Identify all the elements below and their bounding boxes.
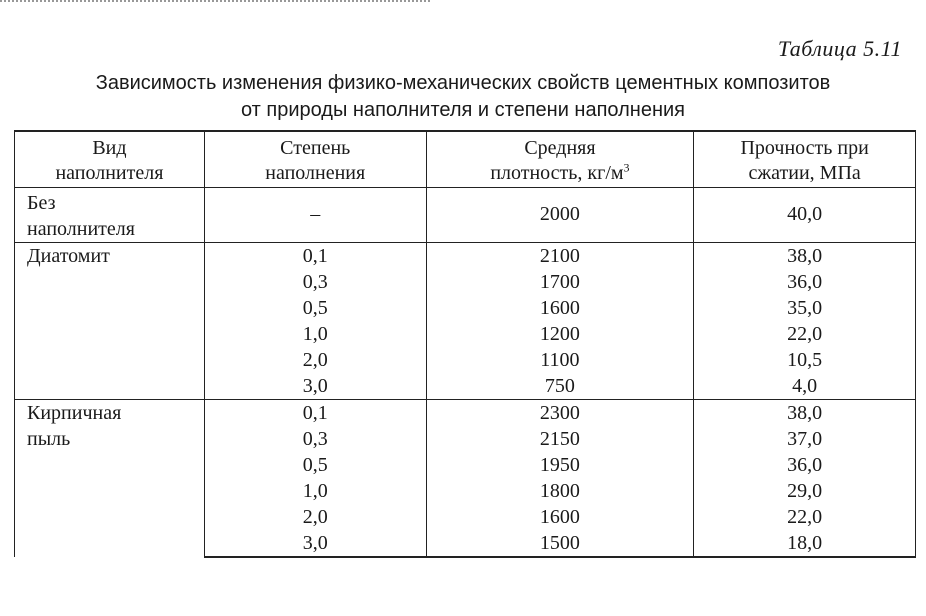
- fill-degree-cell: 0,1: [204, 399, 426, 426]
- density-cell: 2000: [426, 187, 694, 242]
- density-cell: 1600: [426, 295, 694, 321]
- table-row: [15, 242, 916, 269]
- density-cell: 1500: [426, 530, 694, 557]
- density-cell: 1950: [426, 452, 694, 478]
- fill-degree-cell: 1,0: [204, 478, 426, 504]
- fill-degree-cell: 0,5: [204, 452, 426, 478]
- header-compressive-strength-line-2: сжатии, МПа: [748, 162, 861, 184]
- header-filler-type-line-1: Вид: [92, 137, 127, 159]
- fill-degree-cell: 3,0: [204, 530, 426, 557]
- table-row: [15, 399, 916, 426]
- filler-type-cell: [15, 399, 205, 557]
- density-cell: 1200: [426, 321, 694, 347]
- header-fill-degree: [204, 131, 426, 187]
- strength-cell: 40,0: [694, 187, 916, 242]
- filler-type-line-1: Без: [27, 191, 56, 214]
- strength-cell: 35,0: [694, 295, 916, 321]
- density-cell: 2300: [426, 399, 694, 426]
- density-cell: 1100: [426, 347, 694, 373]
- header-avg-density: [426, 131, 694, 187]
- fill-degree-cell: 0,5: [204, 295, 426, 321]
- strength-cell: 22,0: [694, 321, 916, 347]
- fill-degree-cell: 0,3: [204, 269, 426, 295]
- filler-type-cell: [15, 187, 205, 242]
- filler-type-line-1: Кирпичная: [27, 401, 122, 424]
- table-number: Таблица 5.11: [777, 36, 902, 61]
- filler-type-line-2: наполнителя: [27, 217, 135, 240]
- density-cell: 2150: [426, 426, 694, 452]
- fill-degree-cell: –: [204, 187, 426, 242]
- strength-cell: 22,0: [694, 504, 916, 530]
- header-fill-degree-line-1: Степень: [280, 137, 351, 159]
- header-avg-density-superscript: 3: [623, 160, 630, 175]
- strength-cell: 36,0: [694, 452, 916, 478]
- strength-cell: 37,0: [694, 426, 916, 452]
- fill-degree-cell: 2,0: [204, 504, 426, 530]
- fill-degree-cell: 2,0: [204, 347, 426, 373]
- fill-degree-cell: 1,0: [204, 321, 426, 347]
- strength-cell: 18,0: [694, 530, 916, 557]
- density-cell: 1600: [426, 504, 694, 530]
- density-cell: 1800: [426, 478, 694, 504]
- fill-degree-cell: 3,0: [204, 373, 426, 400]
- table-header-row: [15, 131, 916, 187]
- strength-cell: 38,0: [694, 242, 916, 269]
- header-filler-type-line-2: наполнителя: [55, 162, 164, 184]
- table-caption-line-1: Зависимость изменения физико-механических свойств цементных композитов: [95, 72, 831, 94]
- table-row: [15, 187, 916, 242]
- filler-type-cell: [15, 242, 205, 399]
- header-avg-density-line-1: Средняя: [524, 137, 596, 159]
- density-cell: 750: [426, 373, 694, 400]
- strength-cell: 38,0: [694, 399, 916, 426]
- filler-type-line-1: Диатомит: [27, 244, 110, 267]
- strength-cell: 10,5: [694, 347, 916, 373]
- header-fill-degree-line-2: наполнения: [265, 162, 366, 184]
- fill-degree-cell: 0,3: [204, 426, 426, 452]
- fill-degree-cell: 0,1: [204, 242, 426, 269]
- strength-cell: 29,0: [694, 478, 916, 504]
- properties-table: [14, 130, 916, 558]
- header-compressive-strength-line-1: Прочность при: [740, 137, 869, 159]
- filler-type-line-2: пыль: [27, 427, 71, 450]
- header-avg-density-line-2: [427, 161, 694, 186]
- header-filler-type: [15, 131, 205, 187]
- top-dotted-rule: [0, 0, 430, 6]
- header-compressive-strength: [694, 131, 916, 187]
- strength-cell: 36,0: [694, 269, 916, 295]
- header-avg-density-unit: плотность, кг/м: [490, 162, 624, 184]
- density-cell: 1700: [426, 269, 694, 295]
- table-caption-line-2: от природы наполнителя и степени наполнения: [240, 99, 686, 121]
- density-cell: 2100: [426, 242, 694, 269]
- strength-cell: 4,0: [694, 373, 916, 400]
